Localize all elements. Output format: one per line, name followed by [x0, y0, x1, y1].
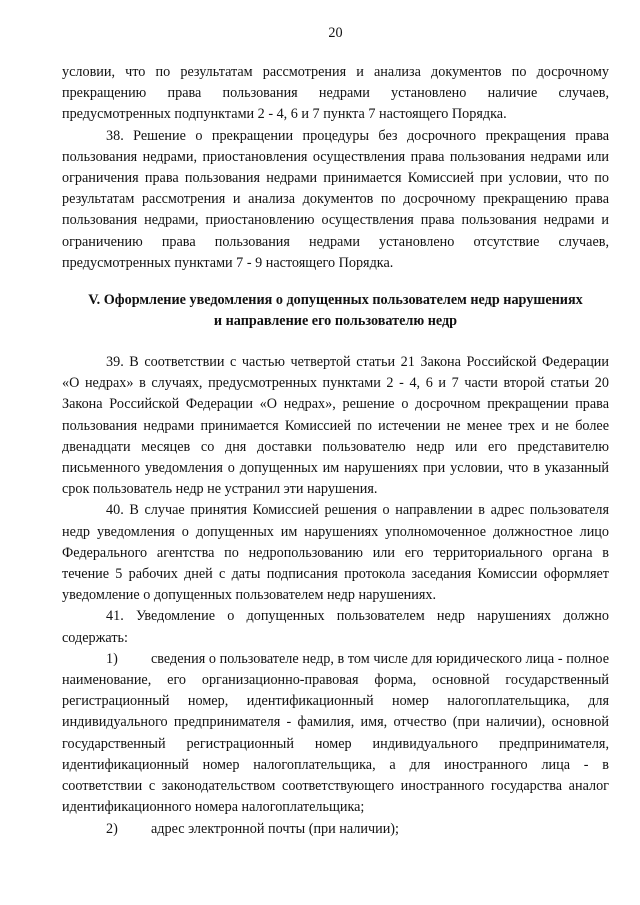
paragraph-41: 41. Уведомление о допущенных пользователем недр нарушениях должно содержать: [62, 608, 609, 646]
list-item-1-text: сведения о пользователе недр, в том числе для юридического лица - полное наименование, его организационно-правовая форма, основной государственный регистрационный номер, идентификационный номер налогоплательщика, для индивидуального предпринимателя - фамилия, имя, отчество (при наличии), основной государственный регистрационный номер индивидуального предпринимателя, идентификационный номер налогоплательщика, а для иностранного лица - в соответствии с законодательством соответствующего иностранного государства аналог идентификационного номера налогоплательщика; [62, 650, 609, 816]
section-heading-line1: V. Оформление уведомления о допущенных пользователем недр нарушениях [88, 292, 583, 309]
list-item-2 [62, 819, 609, 840]
page-number: 20 [328, 25, 343, 41]
list-item-1 [62, 649, 609, 819]
list-item-1-number: 1) [106, 650, 118, 667]
section-heading-line2: и направление его пользователю недр [213, 313, 458, 330]
paragraph-40: 40. В случае принятия Комиссией решения о направлении в адрес пользователя недр уведомления о допущенных им нарушениях уполномоченное должностное лицо Федерального агентства по недропользованию или его территориального органа в течение 5 рабочих дней с даты подписания протокола заседания Комиссии оформляет уведомление о допущенных пользователем недр нарушениях. [62, 502, 609, 604]
paragraph-38: 38. Решение о прекращении процедуры без досрочного прекращения права пользования недрами, приостановления осуществления права пользования недрами или ограничения права пользования недрами принимается Комиссией при условии, что по результатам рассмотрения и анализа документов по досрочному прекращению права пользования недрами, приостановлению осуществления права пользования недрами и ограничению права пользования недрами установлено отсутствие случаев, предусмотренных пунктами 7 - 9 настоящего Порядка. [62, 127, 609, 271]
paragraph-continuation: условии, что по результатам рассмотрения и анализа документов по досрочному прекращению права пользования недрами установлено наличие случаев, предусмотренных подпунктами 2 - 4, 6 и 7 пункта 7 настоящего Порядка. [62, 64, 609, 123]
paragraph-39: 39. В соответствии с частью четвертой статьи 21 Закона Российской Федерации «О недрах» в случаях, предусмотренных пунктами 2 - 4, 6 и 7 части второй статьи 20 Закона Российской Федерации «О недрах», решение о досрочном прекращении права пользования недрами принимается Комиссией по истечении не менее трех и не более двенадцати месяцев со дня доставки пользователю недр или его представителю письменного уведомления о допущенных им нарушениях при условии, что в указанный срок пользователь недр не устранил эти нарушения. [62, 354, 609, 498]
section-heading [62, 290, 609, 332]
list-item-2-number: 2) [106, 820, 118, 837]
list-item-2-text: адрес электронной почты (при наличии); [151, 820, 399, 837]
